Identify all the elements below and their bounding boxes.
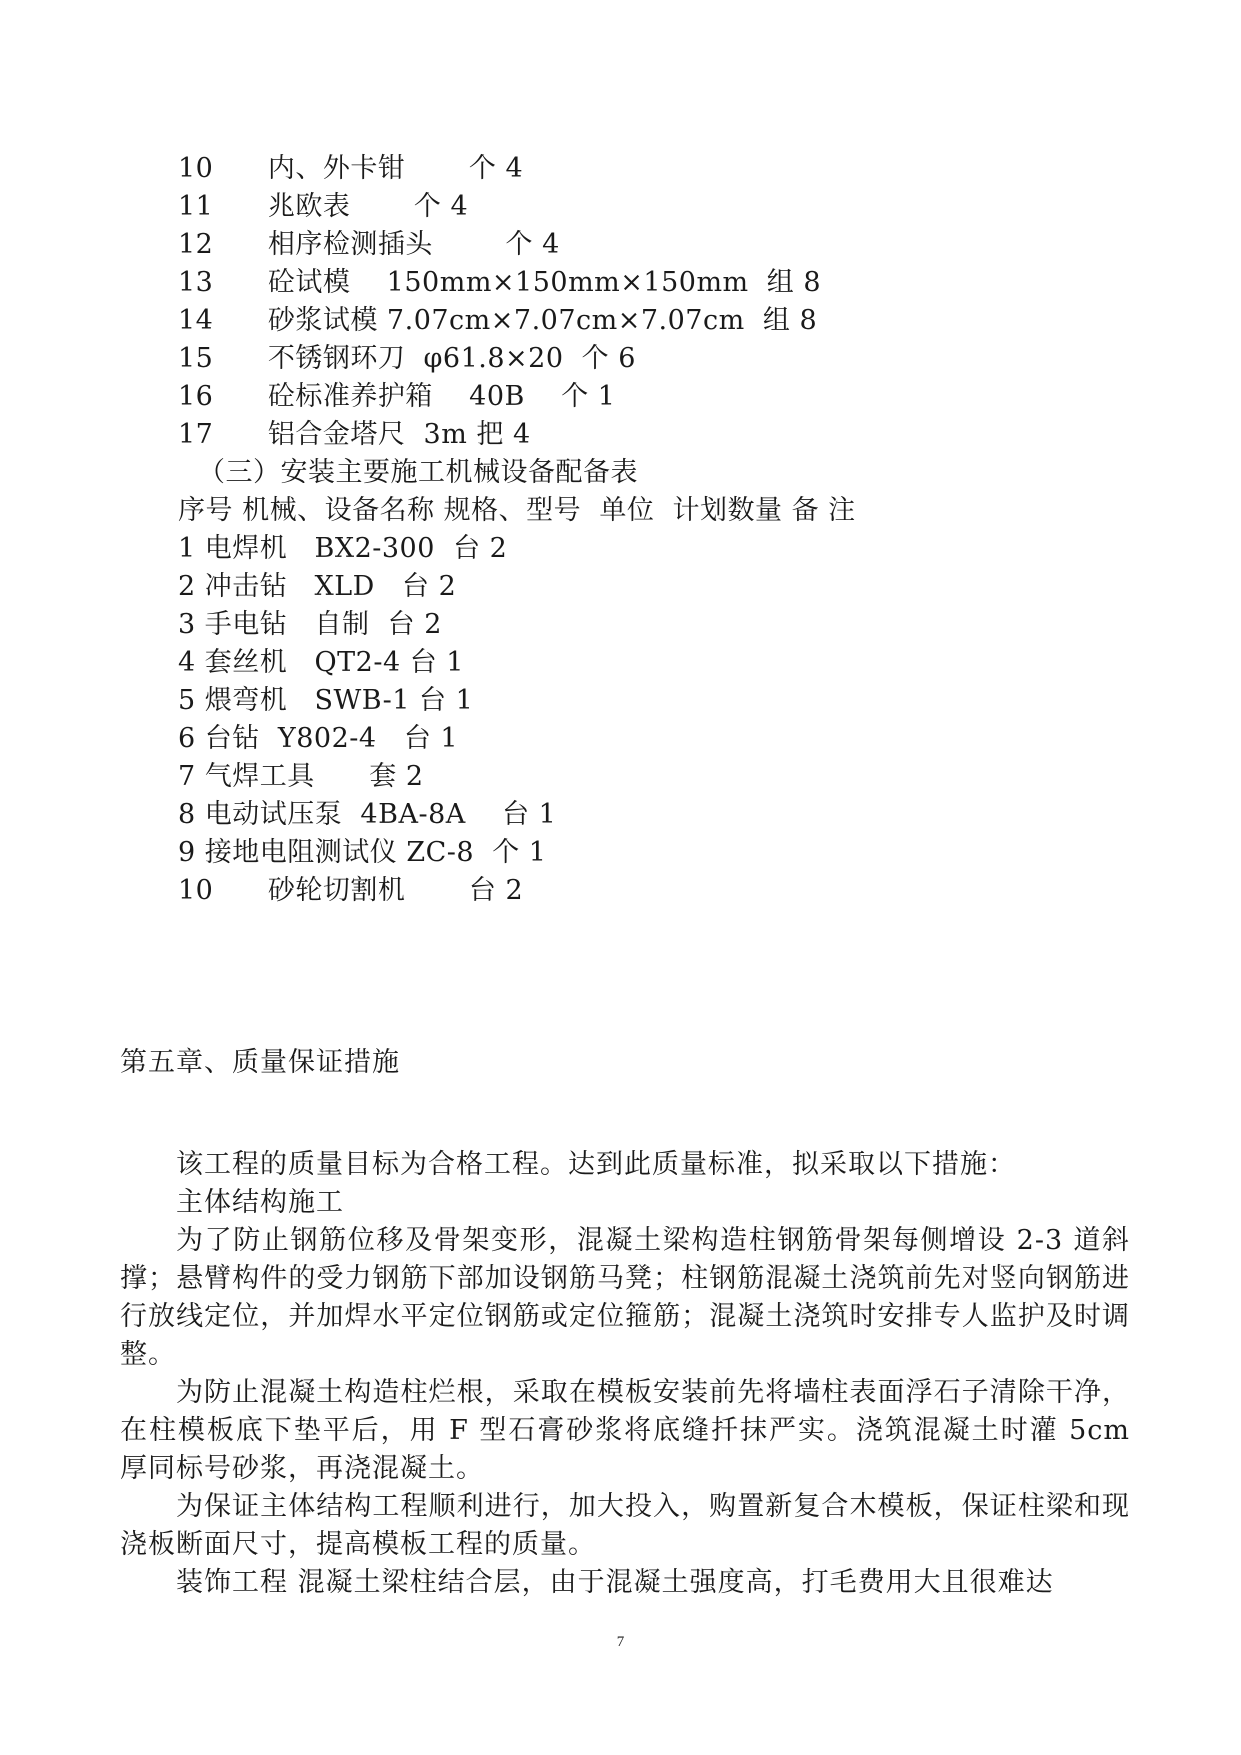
paragraph-quality-goal: 该工程的质量目标为合格工程。达到此质量标准，拟采取以下措施：: [176, 1149, 1016, 1180]
install-row-6: 6 台钻 Y802-4 台 1: [178, 723, 459, 754]
tool-row-12: 12 相序检测插头 个 4: [178, 229, 560, 260]
page-number: 7: [616, 1634, 625, 1650]
install-row-3: 3 手电钻 自制 台 2: [178, 609, 442, 640]
install-row-7: 7 气焊工具 套 2: [178, 761, 424, 792]
install-row-2: 2 冲击钻 XLD 台 2: [178, 571, 457, 602]
section-label-main-structure: 主体结构施工: [176, 1187, 344, 1218]
install-row-4: 4 套丝机 QT2-4 台 1: [178, 647, 464, 678]
paragraph-rebar-measures: 为了防止钢筋位移及骨架变形，混凝土梁构造柱钢筋骨架每侧增设 2-3 道斜撑；悬臂构件的受力钢筋下部加设钢筋马凳；柱钢筋混凝土浇筑前先对竖向钢筋进行放线定位，并加焊水平定位钢筋或定位箍筋；混凝土浇筑时安排专人监护及时调整。: [120, 1225, 1130, 1370]
paragraph-column-base: 为防止混凝土构造柱烂根，采取在模板安装前先将墙柱表面浮石子清除干净，在柱模板底下垫平后，用 F 型石膏砂浆将底缝扦抹严实。浇筑混凝土时灌 5cm 厚同标号砂浆，再浇混凝土。: [120, 1377, 1130, 1484]
tool-row-13: 13 砼试模 150mm×150mm×150mm 组 8: [178, 267, 822, 298]
install-row-10: 10 砂轮切割机 台 2: [178, 875, 524, 906]
install-table-header: 序号 机械、设备名称 规格、型号 单位 计划数量 备 注: [178, 495, 856, 526]
chapter-title: 第五章、质量保证措施: [120, 1047, 400, 1078]
install-row-9: 9 接地电阻测试仪 ZC-8 个 1: [178, 837, 547, 868]
tool-row-14: 14 砂浆试模 7.07cm×7.07cm×7.07cm 组 8: [178, 305, 818, 336]
tool-row-16: 16 砼标准养护箱 40B 个 1: [178, 381, 616, 412]
tool-row-15: 15 不锈钢环刀 φ61.8×20 个 6: [178, 343, 636, 374]
tool-row-17: 17 铝合金塔尺 3m 把 4: [178, 419, 531, 450]
install-table-title: （三）安装主要施工机械设备配备表: [198, 457, 638, 488]
tool-row-10: 10 内、外卡钳 个 4: [178, 153, 524, 184]
install-row-1: 1 电焊机 BX2-300 台 2: [178, 533, 508, 564]
paragraph-formwork: 为保证主体结构工程顺利进行，加大投入，购置新复合木模板，保证柱梁和现浇板断面尺寸，提高模板工程的质量。: [120, 1491, 1130, 1560]
tool-row-11: 11 兆欧表 个 4: [178, 191, 469, 222]
install-row-5: 5 煨弯机 SWB-1 台 1: [178, 685, 474, 716]
install-row-8: 8 电动试压泵 4BA-8A 台 1: [178, 799, 557, 830]
paragraph-decoration: 装饰工程 混凝土梁柱结合层，由于混凝土强度高，打毛费用大且很难达: [176, 1567, 1054, 1598]
